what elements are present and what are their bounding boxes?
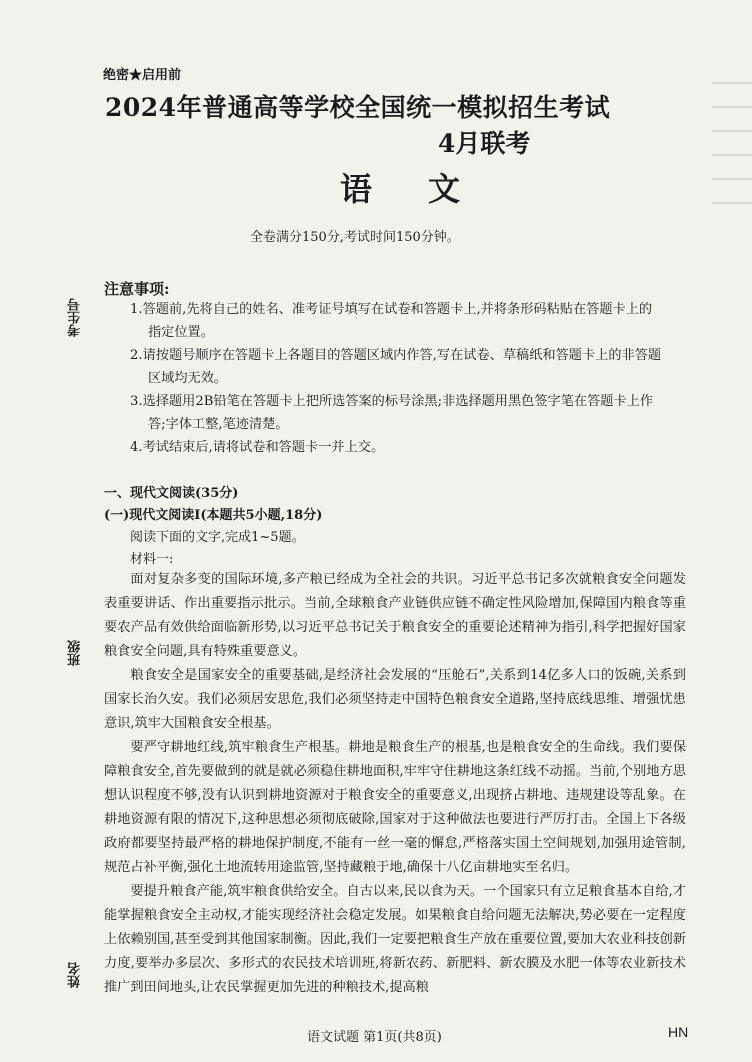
notice-list [104, 298, 664, 459]
subject-title: 语文 [340, 170, 517, 208]
paragraph: 要提升粮食产能,筑牢粮食供给安全。自古以来,民以食为天。一个国家只有立足粮食基本自给,才能掌握粮食安全主动权,才能实现经济社会稳定发展。如果粮食自给问题无法解决,势必要在一定程度上依赖别国,甚至受到其他国家制衡。因此,我们一定要把粮食生产放在重要位置,要加大农业科技创新力度,要举办多层次、多形式的农民技术培训班,将新农药、新肥料、新农膜及水肥一体等农业新技术推广到田间地头,让农民掌握更加先进的种粮技术,提高粮 [104, 884, 686, 995]
exam-title: 2024年普通高等学校全国统一模拟招生考试 [105, 93, 611, 122]
material-label: 材料一: [130, 552, 174, 567]
subsection-heading: (一)现代文阅读Ⅰ(本题共5小题,18分) [104, 508, 323, 523]
notice-item: 4.考试结束后,请将试卷和答题卡一并上交。 [130, 440, 385, 455]
exam-meta: 全卷满分150分,考试时间150分钟。 [250, 230, 460, 245]
notice-heading: 注意事项: [104, 280, 170, 298]
paragraph: 要严守耕地红线,筑牢粮食生产根基。耕地是粮食生产的根基,也是粮食安全的生命线。我们要保障粮食安全,首先要做到的就是就必须稳住耕地面积,牢牢守住耕地这条红线不动摇。当前,个别地方思想认识程度不够,没有认识到耕地资源对于粮食安全的重要意义,出现挤占耕地、违规建设等乱象。在耕地资源有限的情况下,这种思想必须彻底破除,国家对于这种做法也要进行严厉打击。全国上下各级政府都要坚持最严格的耕地保护制度,不能有一丝一毫的懈怠,严格落实国土空间规划,加强用途管制,规范占补平衡,强化土地流转用途监管,坚持藏粮于地,确保十八亿亩耕地实至名归。 [104, 740, 686, 875]
paragraph: 粮食安全是国家安全的重要基础,是经济社会发展的“压舱石”,关系到14亿多人口的饭碗,关系到国家长治久安。我们必须居安思危,我们必须坚持走中国特色粮食安全道路,坚持底线思维、增强忧患意识,筑牢大国粮食安全根基。 [104, 668, 686, 731]
notice-item: 2.请按题号顺序在答题卡上各题目的答题区域内作答,写在试卷、草稿纸和答题卡上的非答题区域均无效。 [130, 348, 662, 386]
side-label-class: 班级 [68, 640, 83, 666]
exam-subtitle: 4月联考 [438, 129, 531, 158]
section-heading: 一、现代文阅读(35分) [104, 486, 239, 501]
paragraph: 面对复杂多变的国际环境,多产粮已经成为全社会的共识。习近平总书记多次就粮食安全问题发表重要讲话、作出重要指示批示。当前,全球粮食产业链供应链不确定性风险增加,保障国内粮食等重要农产品有效供给面临新形势,以习近平总书记关于粮食安全的重要论述精神为指引,科学把握好国家粮食安全问题,具有特殊重要意义。 [104, 572, 686, 659]
page-footer: 语文试题 第1页(共8页) [307, 1030, 442, 1045]
bleed-through-marks [712, 60, 752, 480]
side-label-name: 姓名 [68, 962, 83, 988]
confidential-label: 绝密★启用前 [103, 68, 182, 83]
instruction-text: 阅读下面的文字,完成1~5题。 [130, 530, 305, 545]
notice-item: 3.选择题用2B铅笔在答题卡上把所选答案的标号涂黑;非选择题用黑色签字笔在答题卡上作答;字体工整,笔迹清楚。 [130, 394, 654, 432]
notice-item: 1.答题前,先将自己的姓名、准考证号填写在试卷和答题卡上,并将条形码粘贴在答题卡上的指定位置。 [130, 302, 653, 340]
region-code: HN [668, 1024, 689, 1040]
reading-passage [104, 568, 686, 1000]
side-label-exam-no: 考生号 [68, 298, 83, 337]
